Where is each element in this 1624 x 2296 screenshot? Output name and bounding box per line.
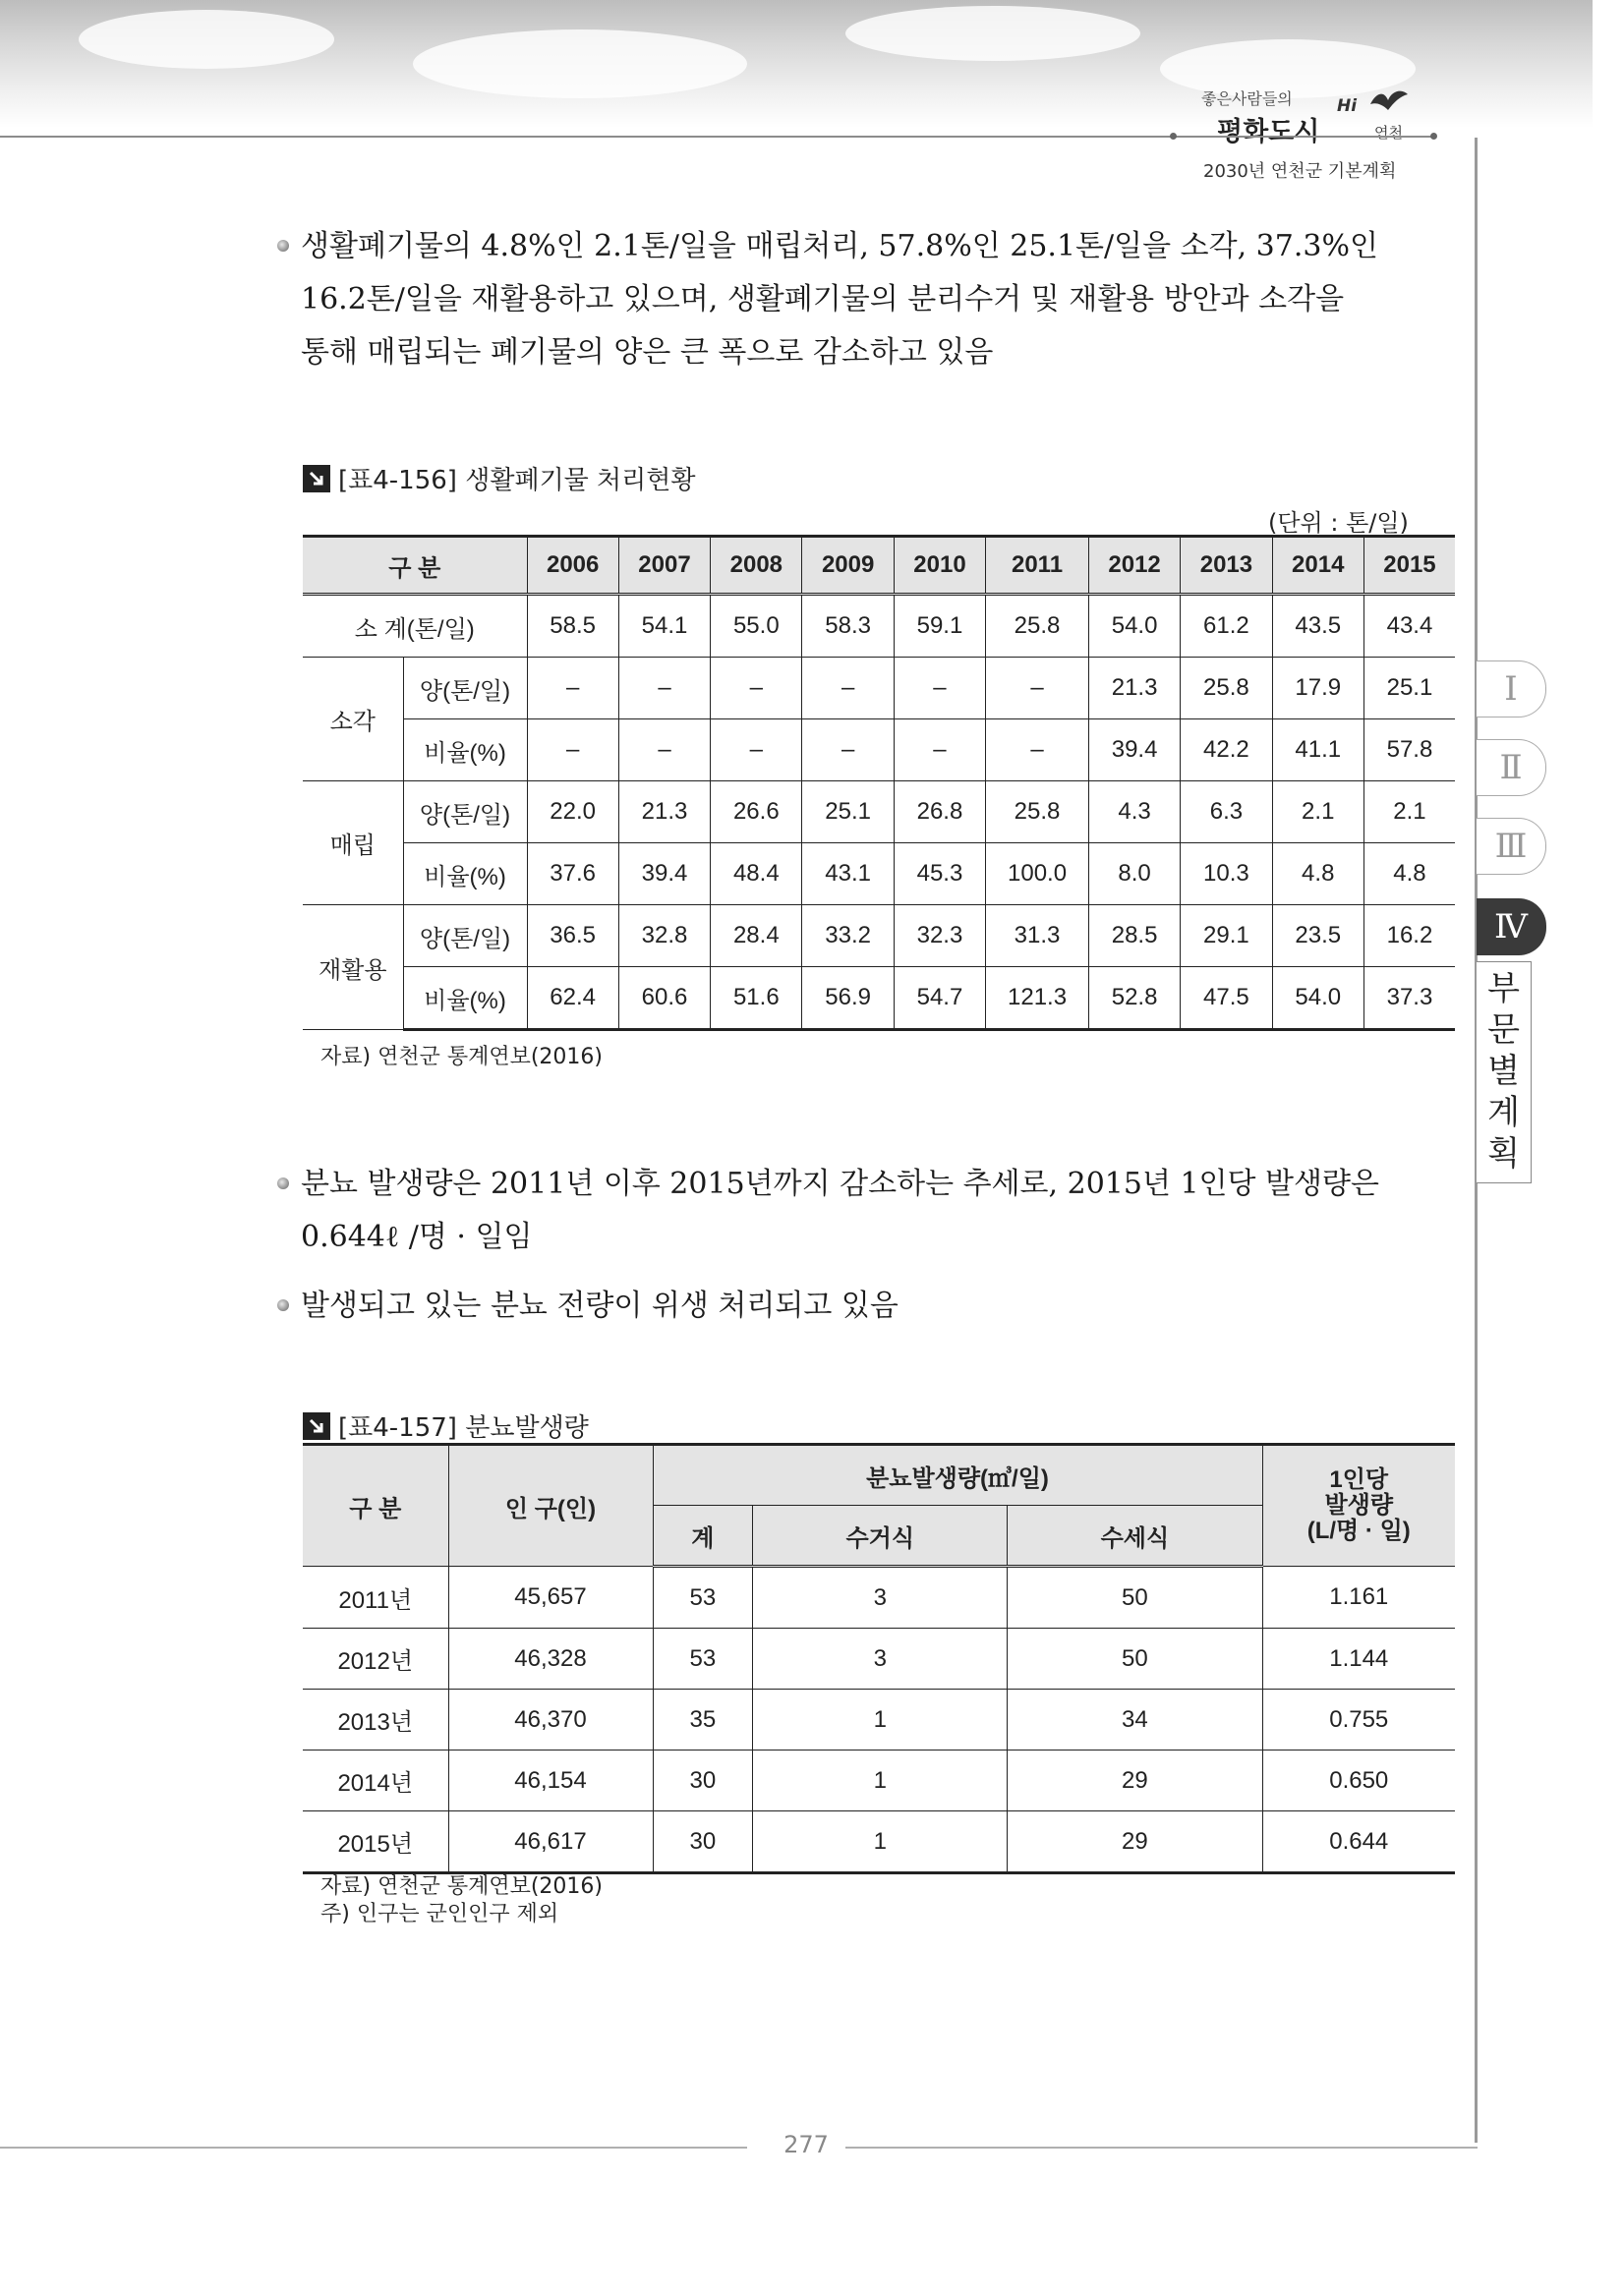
group-label-landfill: 매립 xyxy=(303,781,403,905)
table-cell: – xyxy=(986,658,1089,719)
table-cell: – xyxy=(527,658,618,719)
table-cell: 4.3 xyxy=(1088,781,1180,843)
table-header-row xyxy=(303,537,1455,595)
cloud-decoration xyxy=(845,6,1140,61)
row-label: 양(톤/일) xyxy=(403,905,527,967)
brand-slogan-big: 평화도시 xyxy=(1217,117,1320,147)
table-cell: 22.0 xyxy=(527,781,618,843)
chapter-tab-1[interactable]: Ⅰ xyxy=(1477,660,1546,718)
table-cell: 36.5 xyxy=(527,905,618,967)
waste-treatment-table xyxy=(303,535,1455,1031)
table-cell: 1.161 xyxy=(1262,1567,1455,1629)
table-cell: 55.0 xyxy=(711,595,802,658)
table-cell: 25.8 xyxy=(986,781,1089,843)
frame-dot xyxy=(1170,133,1177,140)
table-cell: 46,328 xyxy=(448,1629,653,1690)
paragraph-night-soil xyxy=(301,1158,1451,1264)
table-cell: 56.9 xyxy=(802,967,894,1030)
table-cell: 8.0 xyxy=(1088,843,1180,905)
frame-bottom-line xyxy=(0,2147,747,2149)
row-label: 양(톤/일) xyxy=(403,781,527,843)
brand-hi-text: Hi xyxy=(1337,96,1358,116)
table-cell: 25.1 xyxy=(802,781,894,843)
table-cell: 57.8 xyxy=(1363,719,1455,781)
table-cell: 53 xyxy=(653,1629,753,1690)
table-cell: 21.3 xyxy=(1088,658,1180,719)
table2-note: 주) 인구는 군인인구 제외 xyxy=(320,1902,559,1926)
table-cell: 0.650 xyxy=(1262,1751,1455,1811)
table-cell: 43.5 xyxy=(1272,595,1363,658)
table-cell: 53 xyxy=(653,1567,753,1629)
table-cell: 46,154 xyxy=(448,1751,653,1811)
page-number: 277 xyxy=(783,2131,829,2158)
table-cell: 25.8 xyxy=(1181,658,1272,719)
table-cell: 39.4 xyxy=(618,843,710,905)
table1-source: 자료) 연천군 통계연보(2016) xyxy=(320,1045,603,1069)
table-row xyxy=(303,1567,1455,1629)
chapter-tab-2[interactable]: Ⅱ xyxy=(1477,739,1546,796)
arrow-down-right-icon xyxy=(303,465,330,492)
table-cell: 39.4 xyxy=(1088,719,1180,781)
table-cell: 100.0 xyxy=(986,843,1089,905)
year-header: 2007 xyxy=(618,537,710,595)
table-row xyxy=(303,967,1455,1030)
table-cell: 29.1 xyxy=(1181,905,1272,967)
table-cell: 1 xyxy=(753,1751,1008,1811)
row-label: 양(톤/일) xyxy=(403,658,527,719)
table-cell: 50 xyxy=(1008,1629,1262,1690)
table-cell: 32.3 xyxy=(894,905,985,967)
table-cell: 121.3 xyxy=(986,967,1089,1030)
table-cell: 45,657 xyxy=(448,1567,653,1629)
cloud-decoration xyxy=(413,29,747,98)
vertical-label-char: 문 xyxy=(1487,1010,1520,1050)
table2-caption xyxy=(303,1407,589,1444)
table1-caption-text: [표4-156] 생활폐기물 처리현황 xyxy=(338,466,696,495)
table-cell: 16.2 xyxy=(1363,905,1455,967)
table-cell: 42.2 xyxy=(1181,719,1272,781)
table-row xyxy=(303,1629,1455,1690)
table-row-subtotal xyxy=(303,595,1455,658)
table-cell: 29 xyxy=(1008,1751,1262,1811)
table-cell: 28.4 xyxy=(711,905,802,967)
table-cell: – xyxy=(527,719,618,781)
table-cell: 32.8 xyxy=(618,905,710,967)
table-cell: 54.0 xyxy=(1088,595,1180,658)
bullet-icon xyxy=(277,240,289,252)
table-cell: 52.8 xyxy=(1088,967,1180,1030)
header-per-capita xyxy=(1262,1445,1455,1567)
table-cell: 25.1 xyxy=(1363,658,1455,719)
night-soil-table xyxy=(303,1443,1455,1874)
frame-top-line xyxy=(0,136,1435,138)
row-label: 비율(%) xyxy=(403,843,527,905)
table-cell: 43.1 xyxy=(802,843,894,905)
paragraph-line: 생활폐기물의 4.8%인 2.1톤/일을 매립처리, 57.8%인 25.1톤/일을 소각, 37.3%인 xyxy=(301,229,1378,263)
table-cell: 3 xyxy=(753,1629,1008,1690)
row-label: 비율(%) xyxy=(403,967,527,1030)
table-cell: 28.5 xyxy=(1088,905,1180,967)
table-cell: 4.8 xyxy=(1272,843,1363,905)
table-cell: 46,617 xyxy=(448,1811,653,1873)
table-cell: – xyxy=(711,658,802,719)
table-cell: 58.5 xyxy=(527,595,618,658)
table-cell: 48.4 xyxy=(711,843,802,905)
frame-bottom-line xyxy=(845,2147,1478,2149)
chapter-tab-3[interactable]: Ⅲ xyxy=(1477,818,1546,875)
table-cell: 35 xyxy=(653,1690,753,1751)
year-header: 2009 xyxy=(802,537,894,595)
header-population: 인 구(인) xyxy=(448,1445,653,1567)
table-cell: 54.0 xyxy=(1272,967,1363,1030)
table-cell: 6.3 xyxy=(1181,781,1272,843)
table1-caption xyxy=(303,460,696,496)
table-cell: 45.3 xyxy=(894,843,985,905)
header-per-capita-line: 1인당 xyxy=(1329,1466,1389,1493)
paragraph-line: 분뇨 발생량은 2011년 이후 2015년까지 감소하는 추세로, 2015년 1인당 발생량은 xyxy=(301,1167,1379,1201)
paragraph-line: 발생되고 있는 분뇨 전량이 위생 처리되고 있음 xyxy=(301,1289,899,1323)
frame-dot xyxy=(1430,133,1437,140)
table-cell: 34 xyxy=(1008,1690,1262,1751)
row-label: 소 계(톤/일) xyxy=(303,595,527,658)
table-cell: 0.755 xyxy=(1262,1690,1455,1751)
year-header: 2006 xyxy=(527,537,618,595)
header-per-capita-line: (L/명 · 일) xyxy=(1306,1518,1411,1544)
table-cell: 23.5 xyxy=(1272,905,1363,967)
bullet-icon xyxy=(277,1299,289,1311)
bird-logo-icon xyxy=(1366,86,1410,114)
vertical-label-char: 획 xyxy=(1487,1134,1520,1174)
bullet-icon xyxy=(277,1177,289,1189)
table-cell-year: 2013년 xyxy=(303,1690,448,1751)
table-cell: – xyxy=(802,719,894,781)
paragraph-sanitary-treatment xyxy=(301,1280,1451,1333)
table-cell: 43.4 xyxy=(1363,595,1455,658)
table-cell: 30 xyxy=(653,1811,753,1873)
table-cell: 1.144 xyxy=(1262,1629,1455,1690)
chapter-vertical-label xyxy=(1477,961,1532,1183)
table-cell: 47.5 xyxy=(1181,967,1272,1030)
table-cell: – xyxy=(802,658,894,719)
year-header: 2008 xyxy=(711,537,802,595)
table-cell: – xyxy=(986,719,1089,781)
document-subtitle: 2030년 연천군 기본계획 xyxy=(1203,161,1397,182)
table-cell-year: 2015년 xyxy=(303,1811,448,1873)
table-cell: 25.8 xyxy=(986,595,1089,658)
table-cell: 2.1 xyxy=(1363,781,1455,843)
paragraph-line: 0.644ℓ /명 · 일임 xyxy=(301,1220,533,1254)
year-header: 2014 xyxy=(1272,537,1363,595)
table-cell: 46,370 xyxy=(448,1690,653,1751)
table-cell: 4.8 xyxy=(1363,843,1455,905)
table-row xyxy=(303,1811,1455,1873)
table-cell: 2.1 xyxy=(1272,781,1363,843)
table1-unit: (단위 : 톤/일) xyxy=(1268,509,1409,537)
brand-city-text: 연천 xyxy=(1374,124,1403,142)
table-cell: 10.3 xyxy=(1181,843,1272,905)
table-cell: 61.2 xyxy=(1181,595,1272,658)
table-cell: 3 xyxy=(753,1567,1008,1629)
table-row xyxy=(303,719,1455,781)
table-cell: 41.1 xyxy=(1272,719,1363,781)
header-gubun: 구 분 xyxy=(303,537,527,595)
table-cell: 1 xyxy=(753,1690,1008,1751)
table-cell: 26.8 xyxy=(894,781,985,843)
table-cell: 59.1 xyxy=(894,595,985,658)
table-cell: 1 xyxy=(753,1811,1008,1873)
table-cell: 17.9 xyxy=(1272,658,1363,719)
group-label-recycling: 재활용 xyxy=(303,905,403,1030)
row-label: 비율(%) xyxy=(403,719,527,781)
chapter-tab-4[interactable]: Ⅳ xyxy=(1477,898,1546,955)
table-cell: – xyxy=(618,719,710,781)
vertical-label-char: 별 xyxy=(1487,1052,1520,1091)
paragraph-waste-summary xyxy=(301,220,1451,379)
brand-slogan-small: 좋은사람들의 xyxy=(1201,89,1293,108)
table-header-row xyxy=(303,1445,1455,1506)
header-total: 계 xyxy=(653,1506,753,1567)
table-cell: 21.3 xyxy=(618,781,710,843)
table-cell: – xyxy=(894,658,985,719)
brand-logo xyxy=(1199,81,1425,147)
year-header: 2011 xyxy=(986,537,1089,595)
table-cell: – xyxy=(894,719,985,781)
table-cell-year: 2012년 xyxy=(303,1629,448,1690)
year-header: 2015 xyxy=(1363,537,1455,595)
vertical-label-char: 부 xyxy=(1487,969,1520,1008)
table2-source: 자료) 연천군 통계연보(2016) xyxy=(320,1874,603,1899)
header-flush: 수세식 xyxy=(1008,1506,1262,1567)
table-cell: – xyxy=(618,658,710,719)
table-cell-year: 2011년 xyxy=(303,1567,448,1629)
table-row xyxy=(303,905,1455,967)
table-row xyxy=(303,1751,1455,1811)
cloud-decoration xyxy=(79,10,334,69)
table-cell: 33.2 xyxy=(802,905,894,967)
table-cell: 37.3 xyxy=(1363,967,1455,1030)
table-cell: 26.6 xyxy=(711,781,802,843)
table-row xyxy=(303,658,1455,719)
table-cell: 37.6 xyxy=(527,843,618,905)
table-cell: 29 xyxy=(1008,1811,1262,1873)
arrow-down-right-icon xyxy=(303,1412,330,1440)
year-header: 2013 xyxy=(1181,537,1272,595)
table-cell: 54.7 xyxy=(894,967,985,1030)
table-cell-year: 2014년 xyxy=(303,1751,448,1811)
table-row xyxy=(303,843,1455,905)
table-cell: 62.4 xyxy=(527,967,618,1030)
header-per-capita-line: 발생량 xyxy=(1324,1492,1394,1519)
paragraph-line: 16.2톤/일을 재활용하고 있으며, 생활폐기물의 분리수거 및 재활용 방안과 소각을 xyxy=(301,282,1345,316)
year-header: 2010 xyxy=(894,537,985,595)
table-cell: 54.1 xyxy=(618,595,710,658)
table2-caption-text: [표4-157] 분뇨발생량 xyxy=(338,1413,589,1443)
table-cell: 0.644 xyxy=(1262,1811,1455,1873)
table-cell: 31.3 xyxy=(986,905,1089,967)
table-row xyxy=(303,1690,1455,1751)
table-cell: 60.6 xyxy=(618,967,710,1030)
header-gubun: 구 분 xyxy=(303,1445,448,1567)
vertical-label-char: 계 xyxy=(1487,1093,1520,1132)
year-header: 2012 xyxy=(1088,537,1180,595)
table-cell: 30 xyxy=(653,1751,753,1811)
table-cell: 58.3 xyxy=(802,595,894,658)
table-cell: 50 xyxy=(1008,1567,1262,1629)
table-row xyxy=(303,781,1455,843)
group-label-incineration: 소각 xyxy=(303,658,403,781)
header-generation: 분뇨발생량(㎥/일) xyxy=(653,1445,1262,1506)
table-cell: 51.6 xyxy=(711,967,802,1030)
table-cell: – xyxy=(711,719,802,781)
header-collect: 수거식 xyxy=(753,1506,1008,1567)
paragraph-line: 통해 매립되는 폐기물의 양은 큰 폭으로 감소하고 있음 xyxy=(301,335,994,370)
